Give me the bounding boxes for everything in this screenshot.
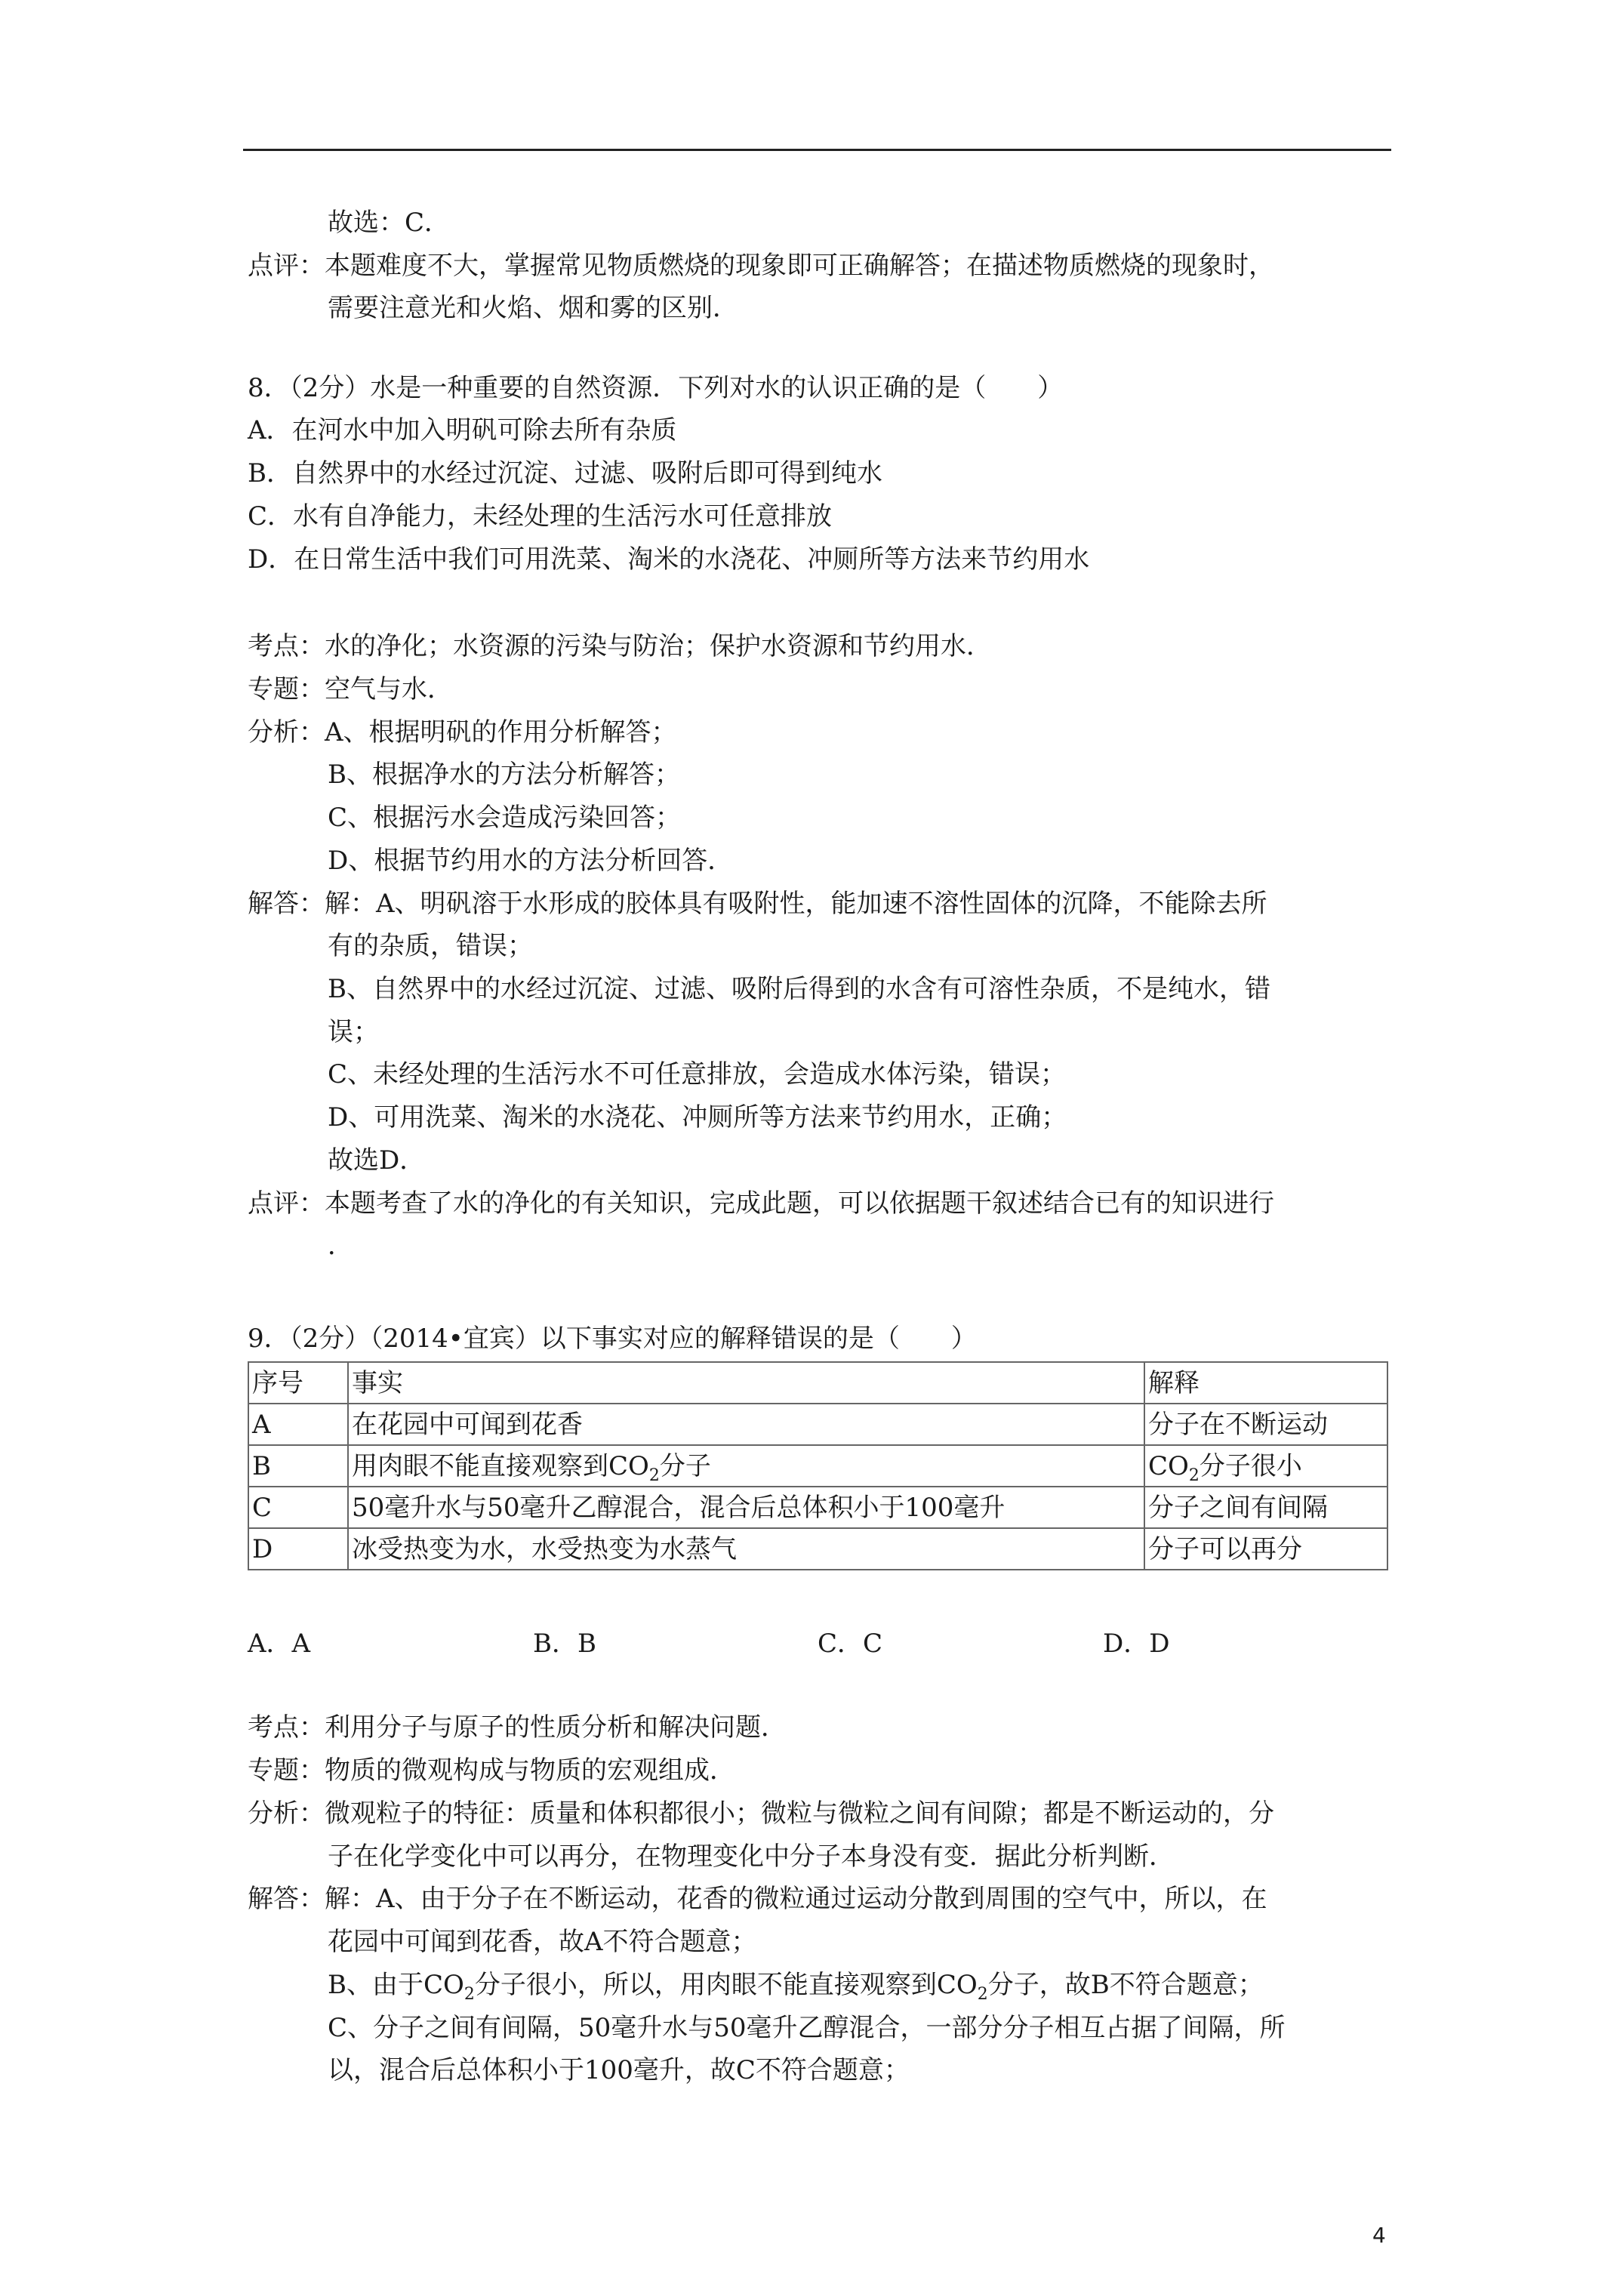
answer-option-c: C．C	[818, 1629, 883, 1659]
table-cell: 分子可以再分	[1144, 1528, 1387, 1570]
facts-table	[248, 1361, 1388, 1570]
text-line: 专题：空气与水．	[248, 674, 453, 704]
answer-option-d: D．D	[1103, 1629, 1170, 1659]
table-row	[248, 1404, 1387, 1445]
text-line: D、根据节约用水的方法分析回答．	[328, 846, 734, 876]
text-line: C、分子之间有间隔，50毫升水与50毫升乙醇混合，一部分分子相互占据了间隔，所	[328, 2013, 1286, 2043]
subscript: 2	[1188, 1465, 1200, 1485]
table-cell: B	[248, 1445, 348, 1487]
option-d: D．在日常生活中我们可用洗菜、淘米的水浇花、冲厕所等方法来节约用水	[248, 544, 1090, 575]
text-line: 花园中可闻到花香，故A不符合题意；	[328, 1927, 757, 1957]
text-line: 分析：A、根据明矾的作用分析解答；	[248, 717, 677, 747]
table-header-row	[248, 1362, 1387, 1404]
text-line: B、根据净水的方法分析解答；	[328, 760, 680, 790]
table-row	[248, 1445, 1387, 1487]
table-cell: 50毫升水与50毫升乙醇混合，混合后总体积小于100毫升	[348, 1487, 1144, 1528]
table-cell: 冰受热变为水，水受热变为水蒸气	[348, 1528, 1144, 1570]
text-line: 解答：解：A、明矾溶于水形成的胶体具有吸附性，能加速不溶性固体的沉降，不能除去所	[248, 889, 1267, 919]
answer-option-b: B．B	[533, 1629, 596, 1659]
option-a: A．在河水中加入明矾可除去所有杂质	[248, 415, 677, 445]
table-cell: 在花园中可闻到花香	[348, 1404, 1144, 1445]
text-line: 分析：微观粒子的特征：质量和体积都很小；微粒与微粒之间有间隙；都是不断运动的，分	[248, 1798, 1274, 1829]
table-cell: 分子在不断运动	[1144, 1404, 1387, 1445]
header-rule	[243, 149, 1391, 151]
answer-option-a: A．A	[248, 1629, 311, 1659]
cell-text: CO	[1148, 1450, 1189, 1481]
text-line: D、可用洗菜、淘米的水浇花、冲厕所等方法来节约用水，正确；	[328, 1102, 1067, 1133]
text-line	[328, 1970, 1264, 2004]
table-cell	[348, 1445, 1144, 1487]
table-row	[248, 1487, 1387, 1528]
table-header-cell: 事实	[348, 1362, 1144, 1404]
text-line: 需要注意光和火焰、烟和雾的区别．	[328, 293, 738, 323]
text-line: 专题：物质的微观构成与物质的宏观组成．	[248, 1755, 735, 1786]
text-line: 考点：利用分子与原子的性质分析和解决问题．	[248, 1712, 787, 1743]
text-line: 故选D．	[328, 1145, 426, 1176]
line-text: B、由于CO	[328, 1970, 464, 2000]
text-line: 故选：C．	[328, 208, 451, 238]
text-line: 有的杂质，错误；	[328, 931, 533, 961]
subscript: 2	[463, 1984, 475, 2004]
cell-text: 分子很小	[1199, 1450, 1302, 1481]
text-line: ．	[328, 1231, 353, 1261]
text-line: 考点：水的净化；水资源的污染与防治；保护水资源和节约用水．	[248, 631, 992, 661]
question-9-stem: 9．（2分）（2014•宜宾）以下事实对应的解释错误的是（ ）	[248, 1324, 977, 1354]
table-cell: 分子之间有间隔	[1144, 1487, 1387, 1528]
table-cell: D	[248, 1528, 348, 1570]
line-text: 分子，故B不符合题意；	[987, 1970, 1264, 2000]
table-cell	[1144, 1445, 1387, 1487]
text-line: 以，混合后总体积小于100毫升，故C不符合题意；	[328, 2055, 910, 2085]
table-cell: A	[248, 1404, 348, 1445]
subscript: 2	[977, 1984, 988, 2004]
text-line: C、未经处理的生活污水不可任意排放，会造成水体污染，错误；	[328, 1059, 1067, 1089]
text-line: 误；	[328, 1017, 379, 1047]
table-header-cell: 解释	[1144, 1362, 1387, 1404]
page-number: 4	[1372, 2223, 1386, 2248]
option-b: B．自然界中的水经过沉淀、过滤、吸附后即可得到纯水	[248, 458, 882, 488]
table-row	[248, 1528, 1387, 1570]
option-c: C．水有自净能力，未经处理的生活污水可任意排放	[248, 501, 833, 532]
cell-text: 用肉眼不能直接观察到CO	[352, 1450, 649, 1481]
cell-text: 分子	[659, 1450, 711, 1481]
text-line: 解答：解：A、由于分子在不断运动，花香的微粒通过运动分散到周围的空气中，所以，在	[248, 1884, 1267, 1914]
line-text: 分子很小，所以，用肉眼不能直接观察到CO	[474, 1970, 978, 2000]
table-cell: C	[248, 1487, 348, 1528]
text-line: B、自然界中的水经过沉淀、过滤、吸附后得到的水含有可溶性杂质，不是纯水，错	[328, 974, 1270, 1004]
text-line: 子在化学变化中可以再分，在物理变化中分子本身没有变．据此分析判断．	[328, 1841, 1175, 1872]
question-8-stem: 8．（2分）水是一种重要的自然资源．下列对水的认识正确的是（ ）	[248, 373, 1064, 403]
text-line: 点评：本题考查了水的净化的有关知识，完成此题，可以依据题干叙述结合已有的知识进行	[248, 1188, 1274, 1219]
table-header-cell: 序号	[248, 1362, 348, 1404]
text-line: C、根据污水会造成污染回答；	[328, 803, 682, 833]
text-line: 点评：本题难度不大，掌握常见物质燃烧的现象即可正确解答；在描述物质燃烧的现象时，	[248, 251, 1274, 281]
subscript: 2	[648, 1465, 660, 1485]
